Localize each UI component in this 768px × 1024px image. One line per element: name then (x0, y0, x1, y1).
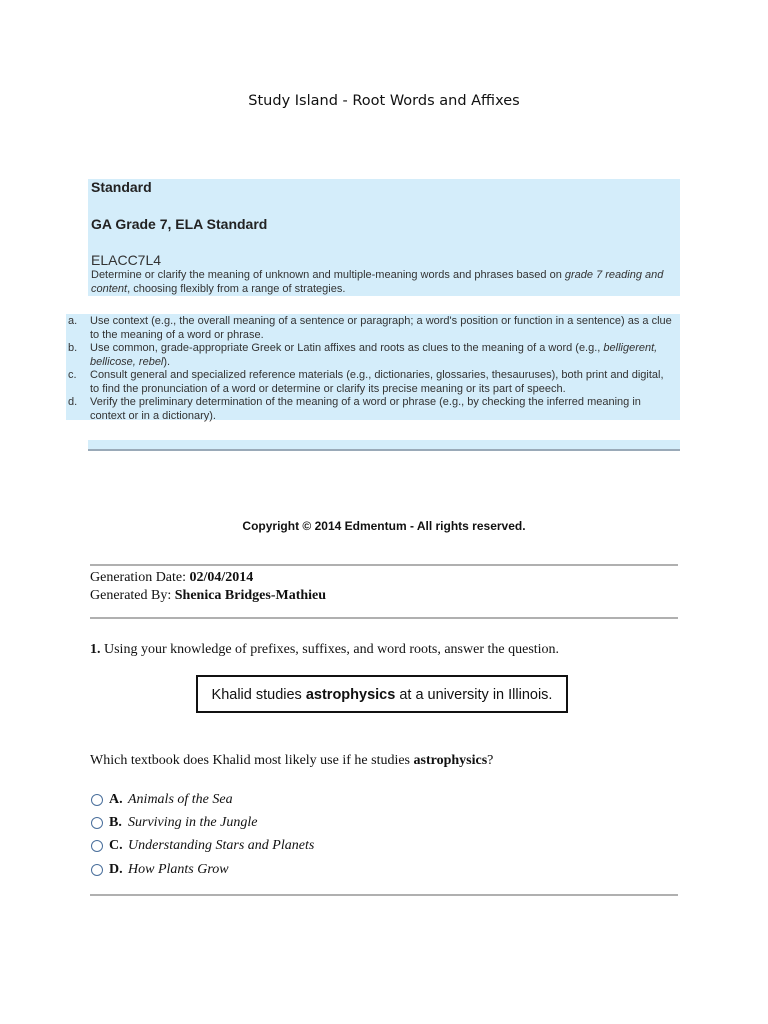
prompt-keyword: astrophysics (413, 753, 488, 768)
generated-by-value: Shenica Bridges-Mathieu (174, 588, 327, 603)
sub-item-b-italic: belligerent, bellicose, rebel (90, 342, 658, 368)
option-text: Surviving in the Jungle (128, 815, 258, 830)
generation-date (90, 570, 253, 586)
standard-footer-bar (88, 440, 680, 449)
divider (90, 617, 678, 619)
sub-item-text: Consult general and specialized reference materials (e.g., dictionaries, glossaries, thesauruses), both print and digital, to find the pronunciation of a word or determine or clarify its precise meaning or its part of speech. (90, 369, 664, 395)
radio-button[interactable] (91, 864, 103, 876)
sub-item-text: Use context (e.g., the overall meaning of a sentence or paragraph; a word's position or function in a sentence) as a clue to the meaning of a word or phrase. (90, 315, 672, 341)
title-topic: Root Words and Affixes (352, 93, 520, 109)
radio-button[interactable] (91, 794, 103, 806)
title-prefix: Study Island - (248, 93, 353, 109)
copyright-notice: Copyright © 2014 Edmentum - All rights reserved. (242, 519, 526, 533)
standard-sub-items (66, 314, 680, 420)
standard-box (88, 179, 680, 296)
passage-box (196, 675, 568, 713)
sub-item-letter: d. (68, 396, 78, 408)
standard-grade: GA Grade 7, ELA Standard (91, 216, 268, 232)
generation-date-value: 02/04/2014 (189, 570, 254, 585)
option-letter: D. (109, 862, 123, 877)
option-text: Understanding Stars and Planets (128, 838, 315, 853)
prompt-before: Which textbook does Khalid most likely use if he studies (90, 753, 414, 768)
option-letter: B. (109, 815, 122, 830)
option-letter: C. (109, 838, 123, 853)
divider (90, 564, 678, 566)
radio-button[interactable] (91, 840, 103, 852)
sub-item-letter: a. (68, 315, 78, 327)
option-text: How Plants Grow (128, 862, 229, 877)
sub-item-b-after: ). (163, 355, 171, 368)
question-number: 1. (90, 642, 101, 657)
sub-item-letter: b. (68, 342, 78, 354)
option-letter: A. (109, 792, 123, 807)
generated-by (90, 588, 326, 604)
standard-divider (88, 449, 680, 451)
desc-before: Determine or clarify the meaning of unknown and multiple-meaning words and phrases based on (91, 269, 565, 281)
radio-button[interactable] (91, 817, 103, 829)
question-prompt (90, 753, 493, 769)
generated-by-label: Generated By: (90, 588, 175, 603)
passage-before: Khalid studies (211, 687, 306, 703)
question-stem (90, 642, 559, 658)
sub-item-letter: c. (68, 369, 77, 381)
prompt-after: ? (487, 753, 494, 768)
sub-item-b-before: Use common, grade-appropriate Greek or Latin affixes and roots as clues to the meaning of a word (e.g., (90, 342, 604, 354)
standard-code: ELACC7L4 (91, 252, 162, 268)
question-text: Using your knowledge of prefixes, suffixes, and word roots, answer the question. (100, 642, 560, 657)
passage-keyword: astrophysics (305, 687, 396, 703)
generation-date-label: Generation Date: (90, 570, 190, 585)
page-title (0, 93, 768, 109)
passage-after: at a university in Illinois. (395, 687, 553, 703)
sub-item-text: Verify the preliminary determination of the meaning of a word or phrase (e.g., by checking the inferred meaning in context or in a dictionary). (90, 396, 641, 422)
sub-item-text (90, 342, 675, 369)
divider (90, 894, 678, 896)
desc-italic: grade 7 reading and content (91, 269, 664, 295)
option-text: Animals of the Sea (128, 792, 233, 807)
desc-after: , choosing flexibly from a range of strategies. (127, 283, 346, 295)
standard-description (91, 268, 671, 296)
standard-heading: Standard (91, 179, 152, 195)
